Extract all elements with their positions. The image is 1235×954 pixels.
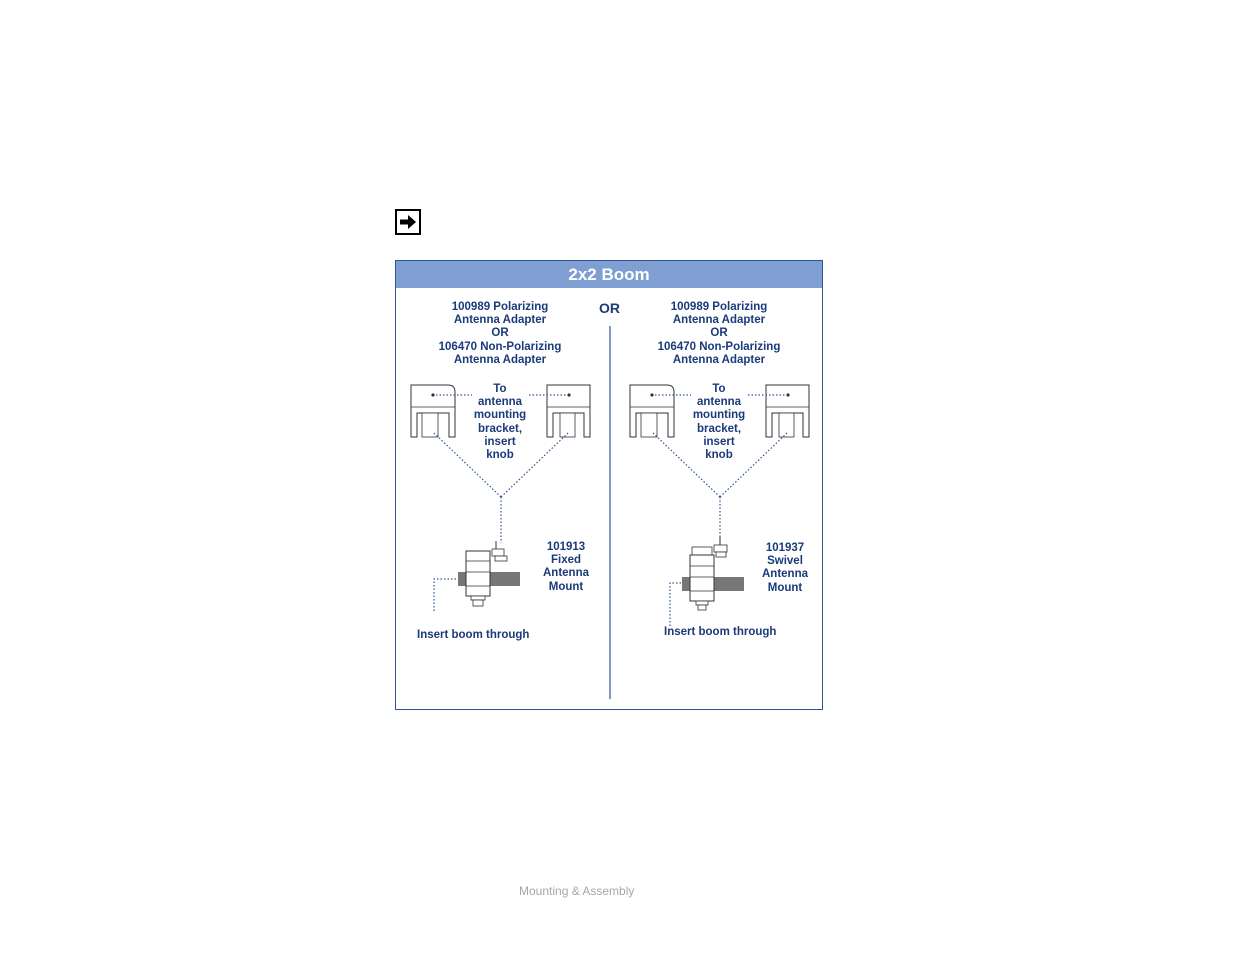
boom-figure (395, 260, 823, 710)
swivel-mount-drawing (682, 537, 744, 610)
left-adapter-label: 100989 Polarizing Antenna Adapter OR 106470 Non-Polarizing Antenna Adapter (438, 301, 562, 366)
right-boom-label: Insert boom through (664, 626, 777, 638)
left-mount-label: 101913 Fixed Antenna Mount (543, 541, 589, 593)
right-adapter-label: 100989 Polarizing Antenna Adapter OR 106470 Non-Polarizing Antenna Adapter (657, 301, 781, 366)
right-adapter-nonpolarizing-drawing (766, 385, 809, 437)
right-bracket-label: To antenna mounting bracket, insert knob (692, 383, 746, 462)
note-arrow-icon (395, 209, 421, 235)
left-boom-label: Insert boom through (417, 629, 530, 641)
right-adapter-polarizing-drawing (630, 385, 674, 437)
page-footer: Mounting & Assembly (519, 884, 635, 898)
fixed-mount-drawing (458, 541, 520, 606)
separator-or-label: OR (599, 300, 620, 316)
right-mount-label: 101937 Swivel Antenna Mount (762, 542, 808, 594)
figure-title: 2x2 Boom (396, 261, 822, 288)
left-adapter-polarizing-drawing (411, 385, 455, 437)
left-bracket-label: To antenna mounting bracket, insert knob (473, 383, 527, 462)
left-adapter-nonpolarizing-drawing (547, 385, 590, 437)
